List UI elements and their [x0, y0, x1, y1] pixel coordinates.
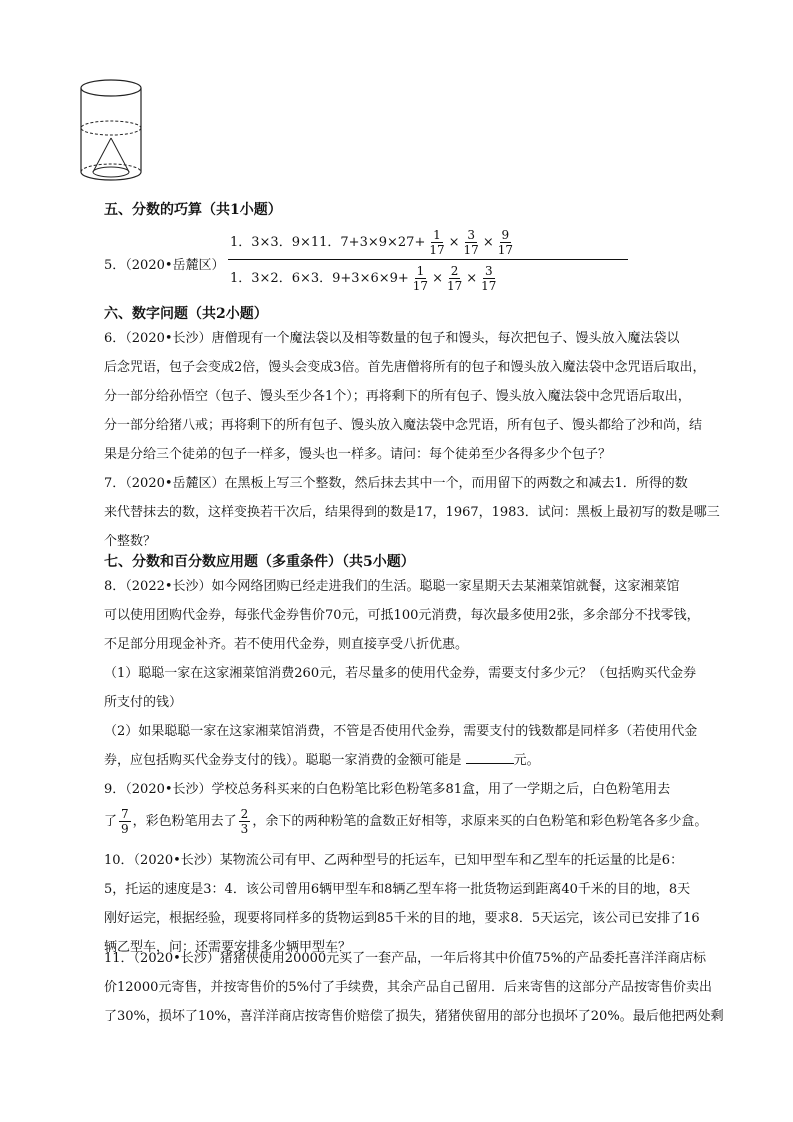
- section-7-heading: 七、分数和百分数应用题（多重条件）（共5小题）: [104, 554, 415, 570]
- cylinder-cone-figure: [76, 76, 146, 186]
- question-9: 9．（2020•长沙）学校总务科买来的白色粉笔比彩色粉笔多81盒，用了一学期之后，白色粉笔用去 了 $\frac{7}{9}$ ，彩色粉笔用去了 $\frac{2}{3}$ ，余下的两种粉笔的盒数正好相等，求原来买的白色粉笔和彩色粉笔各多少盒。: [104, 782, 708, 836]
- question-5-numerator: 1．3×3．9×11．7+3×9×27+ $\frac{1}{17}$ × $\frac{3}{17}$ × $\frac{9}{17}$: [230, 228, 513, 257]
- question-6: 6．（2020•长沙）唐僧现有一个魔法袋以及相等数量的包子和馒头，每次把包子、馒头放入魔法袋以 后念咒语，包子会变成2倍，馒头会变成3倍。首先唐僧将所有的包子和馒头放入魔法袋中念咒语后取出， 分一部分给孙悟空（包子、馒头至少各1个）；再将剩下的所有包子、馒头放入魔法袋中念咒语后取出， 分一部分给猪八戒；再将剩下的所有包子、馒头放入魔法袋中念咒语，所有包子、馒头都给了沙和尚，结 果是分给三个徒弟的包子一样多，馒头也一样多。请问：每个徒弟至少各得多少个包子？: [104, 331, 706, 462]
- question-5-denominator: 1．3×2．6×3．9+3×6×9+ $\frac{1}{17}$ × $\frac{2}{17}$ × $\frac{3}{17}$: [230, 264, 497, 293]
- question-10: 10．（2020•长沙）某物流公司有甲、乙两种型号的托运车，已知甲型车和乙型车的托运量的比是6： 5，托运的速度是3：4．该公司曾用6辆甲型车和8辆乙型车将一批货物运到距离40千米的目的地，8天 刚好运完，根据经验，现要将同样多的货物运到85千米的目的地，要求8．5天运完，该公司已安排了16 辆乙型车，问：还需要安排多少辆甲型车？: [104, 853, 700, 955]
- question-5-label: 5．（2020•岳麓区）: [104, 258, 225, 273]
- answer-blank[interactable]: [466, 749, 514, 764]
- question-7: 7．（2020•岳麓区）在黑板上写三个整数，然后抹去其中一个，而用留下的两数之和减去1．所得的数 来代替抹去的数，这样变换若干次后，结果得到的数是17，1967，1983．试问：黑板上最初写的数是哪三 个整数？: [104, 476, 720, 549]
- question-11: 11．（2020•长沙）猪猪侠使用20000元买了一套产品，一年后将其中价值75%的产品委托喜洋洋商店标 价12000元寄售，并按寄售价的5%付了手续费，其余产品自己留用．后来寄售的这部分产品按寄售价卖出 了30%，损坏了10%，喜洋洋商店按寄售价赔偿了损失，猪猪侠留用的部分也损坏了20%。最后他把两处剩: [104, 951, 724, 1024]
- fraction-bar: [228, 259, 628, 260]
- section-5-heading: 五、分数的巧算（共1小题）: [104, 202, 282, 218]
- section-6-heading: 六、数字问题（共2小题）: [104, 306, 268, 322]
- question-8: 8．（2022•长沙）如今网络团购已经走进我们的生活。聪聪一家星期天去某湘菜馆就餐，这家湘菜馆 可以使用团购代金券，每张代金券售价70元，可抵100元消费，每次最多使用2张，多余部分不找零钱， 不足部分用现金补齐。若不使用代金券，则直接享受八折优惠。 （1）聪聪一家在这家湘菜馆消费260元，若尽量多的使用代金券，需要支付多少元？（包括购买代金券 所支付的钱） （2）如果聪聪一家在这家湘菜馆消费，不管是否使用代金券，需要支付的钱数都是同样多（若使用代金 券，应包括购买代金券支付的钱）。聪聪一家消费的金额可能是 元。: [104, 579, 700, 768]
